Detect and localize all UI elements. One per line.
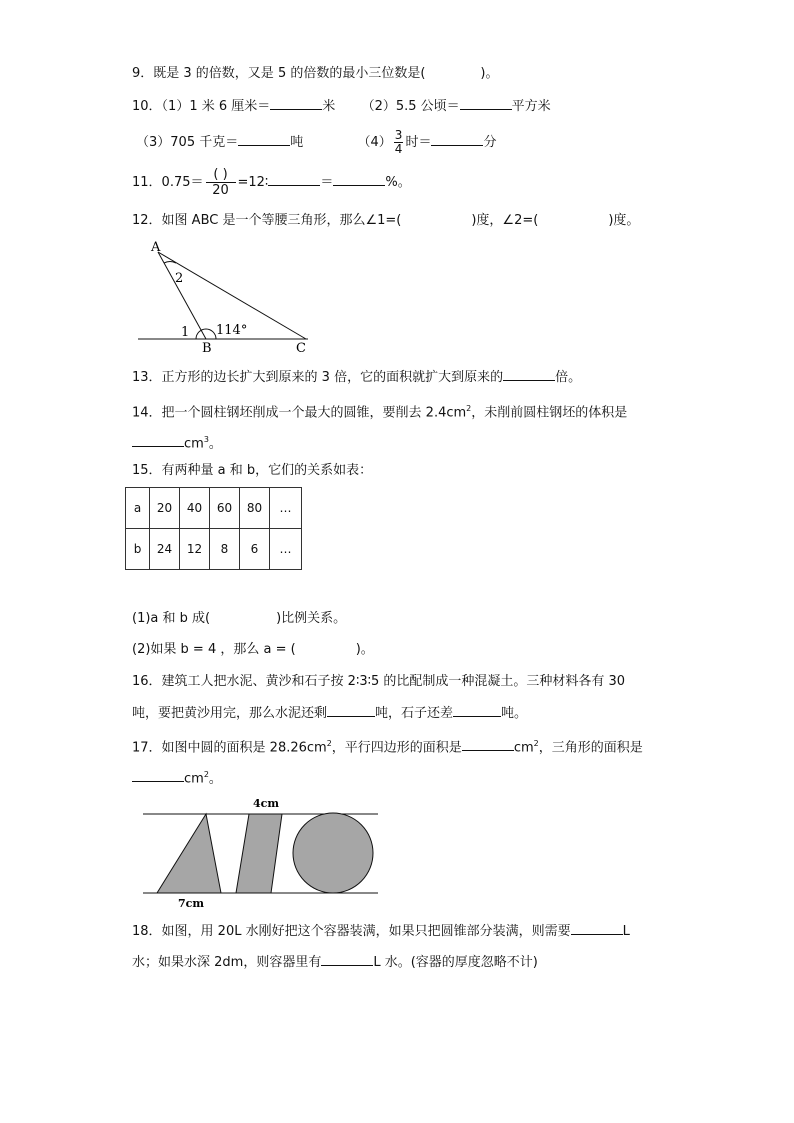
answer-blank[interactable]: [132, 769, 184, 782]
answer-blank[interactable]: [321, 953, 373, 966]
table-cell: b: [126, 529, 150, 570]
answer-blank[interactable]: [453, 704, 501, 717]
vertex-b-label: B: [202, 341, 212, 356]
angle-2-arc: [164, 262, 176, 264]
table-row: [126, 488, 302, 529]
triangle-abc-figure: [130, 236, 320, 356]
question-9: 9．既是 3 的倍数，又是 5 的倍数的最小三位数是( )。: [132, 66, 499, 81]
fraction-three-quarters: $\frac{3}{4}$: [394, 128, 403, 156]
angle-114-label: 114°: [216, 323, 248, 338]
table-cell: …: [270, 488, 302, 529]
answer-blank[interactable]: [462, 738, 514, 751]
parallelogram-shape: [236, 814, 282, 893]
answer-blank[interactable]: [132, 434, 184, 447]
question-12: 12．如图 ABC 是一个等腰三角形，那么∠1=( )度，∠2=( )度。: [132, 213, 640, 228]
table-cell: 60: [210, 488, 240, 529]
question-15-intro: 15．有两种量 a 和 b，它们的关系如表：: [132, 463, 373, 478]
table-cell: …: [270, 529, 302, 570]
answer-blank[interactable]: [333, 173, 385, 186]
table-cell: 24: [150, 529, 180, 570]
angle-1-arc: [196, 329, 216, 339]
table-row: [126, 529, 302, 570]
answer-blank[interactable]: [270, 97, 322, 110]
question-18-line1: 18．如图，用 20L 水刚好把这个容器装满，如果只把圆锥部分装满，则需要 L: [132, 924, 630, 939]
answer-blank[interactable]: [571, 922, 623, 935]
answer-blank[interactable]: [431, 133, 483, 146]
question-15-sub1: (1)a 和 b 成( )比例关系。: [132, 611, 347, 626]
relation-table: [125, 487, 302, 570]
question-14-line1: 14．把一个圆柱钢坯削成一个最大的圆锥，要削去 $2.4cm^2$，未削前圆柱钢坯的体积是: [132, 404, 628, 421]
fraction-blank[interactable]: $\frac{( )}{20}$: [206, 167, 236, 198]
answer-blank[interactable]: [327, 704, 375, 717]
question-10-line1: 10．（1）1 米 6 厘米＝ 米 （2）5.5 公顷＝ 平方米: [132, 99, 551, 114]
question-11: 11．0.75＝ $\frac{( )}{20}$ =12∶ ＝ %。: [132, 167, 411, 198]
table-cell: 8: [210, 529, 240, 570]
question-13: 13．正方形的边长扩大到原来的 3 倍，它的面积就扩大到原来的 倍。: [132, 370, 582, 385]
table-cell: 12: [180, 529, 210, 570]
question-15-sub2: (2)如果 b = 4 ，那么 a = ( )。: [132, 642, 374, 657]
top-length-label: 4cm: [253, 797, 279, 810]
question-16-line1: 16．建筑工人把水泥、黄沙和石子按 2∶3∶5 的比配制成一种混凝土。三种材料各有 30: [132, 674, 626, 689]
answer-blank[interactable]: [268, 173, 320, 186]
question-10-line2: （3）705 千克＝ 吨 （4） $\frac{3}{4}$ 时＝ 分: [136, 128, 497, 156]
table-cell: 80: [240, 488, 270, 529]
shapes-figure: [138, 794, 383, 910]
question-17-line2: $cm^2$。: [132, 766, 222, 788]
triangle-shape: [157, 814, 221, 893]
table-cell: 20: [150, 488, 180, 529]
table-cell: a: [126, 488, 150, 529]
circle-shape: [293, 813, 373, 893]
bottom-length-label: 7cm: [178, 897, 204, 910]
angle-1-label: 1: [181, 325, 190, 340]
answer-blank[interactable]: [238, 133, 290, 146]
table-cell: 40: [180, 488, 210, 529]
question-14-line2: $cm^3$。: [132, 431, 222, 453]
question-18-line2: 水；如果水深 2dm，则容器里有 L 水。(容器的厚度忽略不计): [132, 955, 538, 970]
answer-blank[interactable]: [460, 97, 512, 110]
table-cell: 6: [240, 529, 270, 570]
answer-blank[interactable]: [503, 368, 555, 381]
angle-2-label: 2: [175, 271, 184, 286]
vertex-c-label: C: [296, 341, 306, 356]
question-17-line1: 17．如图中圆的面积是 $28.26cm^2$，平行四边形的面积是 $cm^2$，三角形的面积是: [132, 739, 643, 756]
question-16-line2: 吨，要把黄沙用完，那么水泥还剩 吨，石子还差 吨。: [132, 706, 528, 721]
vertex-a-label: A: [151, 240, 161, 255]
